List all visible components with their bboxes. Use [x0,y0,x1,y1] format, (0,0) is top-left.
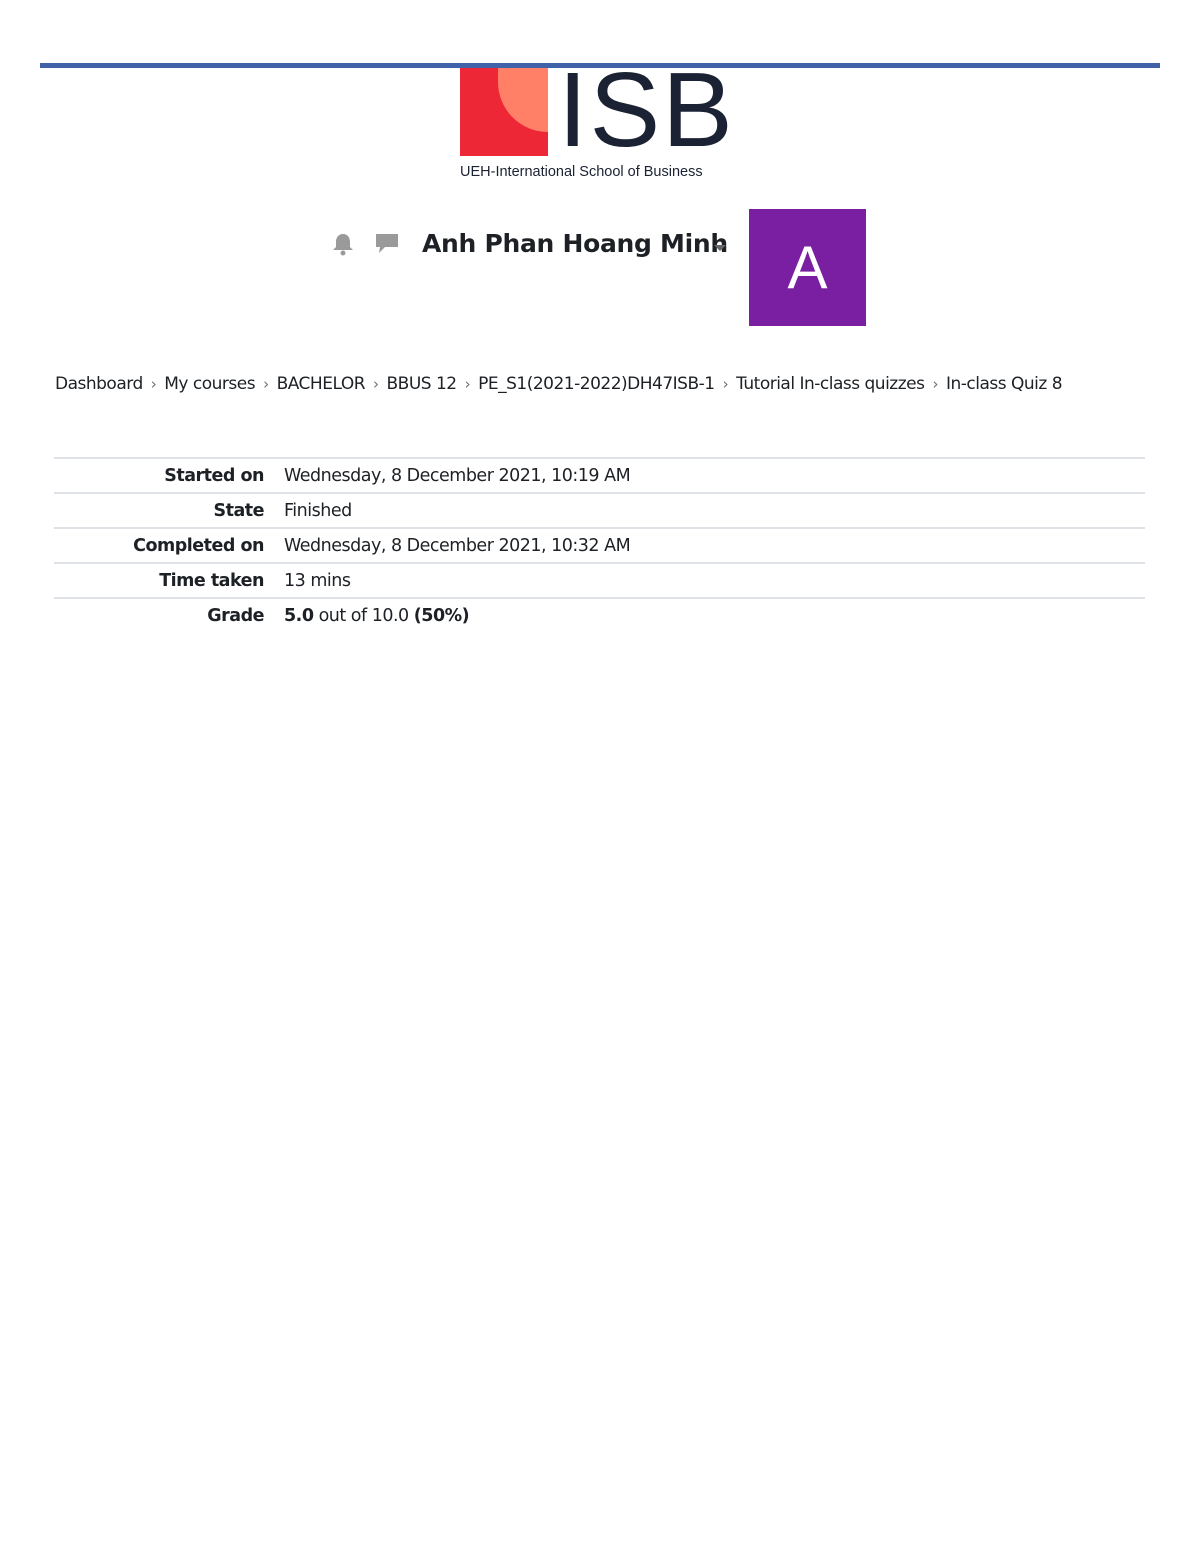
chevron-right-icon: › [932,375,938,393]
breadcrumb-item-course[interactable]: PE_S1(2021-2022)DH47ISB-1 [478,374,715,394]
grade-out-of: out of 10.0 [313,605,414,626]
grade-label: Grade [207,605,264,626]
breadcrumb-item-section[interactable]: Tutorial In-class quizzes [736,374,925,394]
logo-mark [460,68,548,156]
table-row [54,598,1145,632]
breadcrumb [55,366,1150,402]
chevron-down-icon[interactable] [714,245,726,251]
state-value: Finished [284,500,352,521]
grade-percent: (50%) [413,605,470,626]
breadcrumb-item-my-courses[interactable]: My courses [164,374,256,394]
breadcrumb-item-dashboard[interactable]: Dashboard [55,374,143,394]
time-taken-label: Time taken [159,570,264,591]
chevron-right-icon: › [263,375,269,393]
breadcrumb-item-bachelor[interactable]: BACHELOR [276,374,366,394]
user-name[interactable]: Anh Phan Hoang Minh [422,229,728,258]
started-on-label: Started on [164,465,264,486]
chevron-right-icon: › [373,375,379,393]
time-taken-value: 13 mins [284,570,351,591]
logo-wordmark: ISB [558,51,735,169]
state-label: State [213,500,264,521]
grade-value [284,598,1145,632]
table-row [54,528,1145,563]
avatar[interactable]: A [749,209,866,326]
breadcrumb-item-quiz[interactable]: In-class Quiz 8 [945,374,1063,394]
chevron-right-icon: › [722,375,729,393]
grade-score: 5.0 [284,605,314,626]
table-row [54,493,1145,528]
isb-logo[interactable] [458,51,742,186]
completed-on-label: Completed on [133,535,264,556]
chevron-right-icon: › [150,375,157,393]
speech-bubble-icon[interactable] [374,231,400,257]
table-row [54,458,1145,493]
started-on-value: Wednesday, 8 December 2021, 10:19 AM [284,465,631,486]
logo-tagline: UEH-International School of Business [460,164,703,180]
table-row [54,563,1145,598]
quiz-attempt-summary [54,457,1145,632]
chevron-right-icon: › [464,375,471,393]
completed-on-value: Wednesday, 8 December 2021, 10:32 AM [284,535,631,556]
breadcrumb-item-bbus12[interactable]: BBUS 12 [386,374,457,394]
bell-icon[interactable] [330,231,356,257]
